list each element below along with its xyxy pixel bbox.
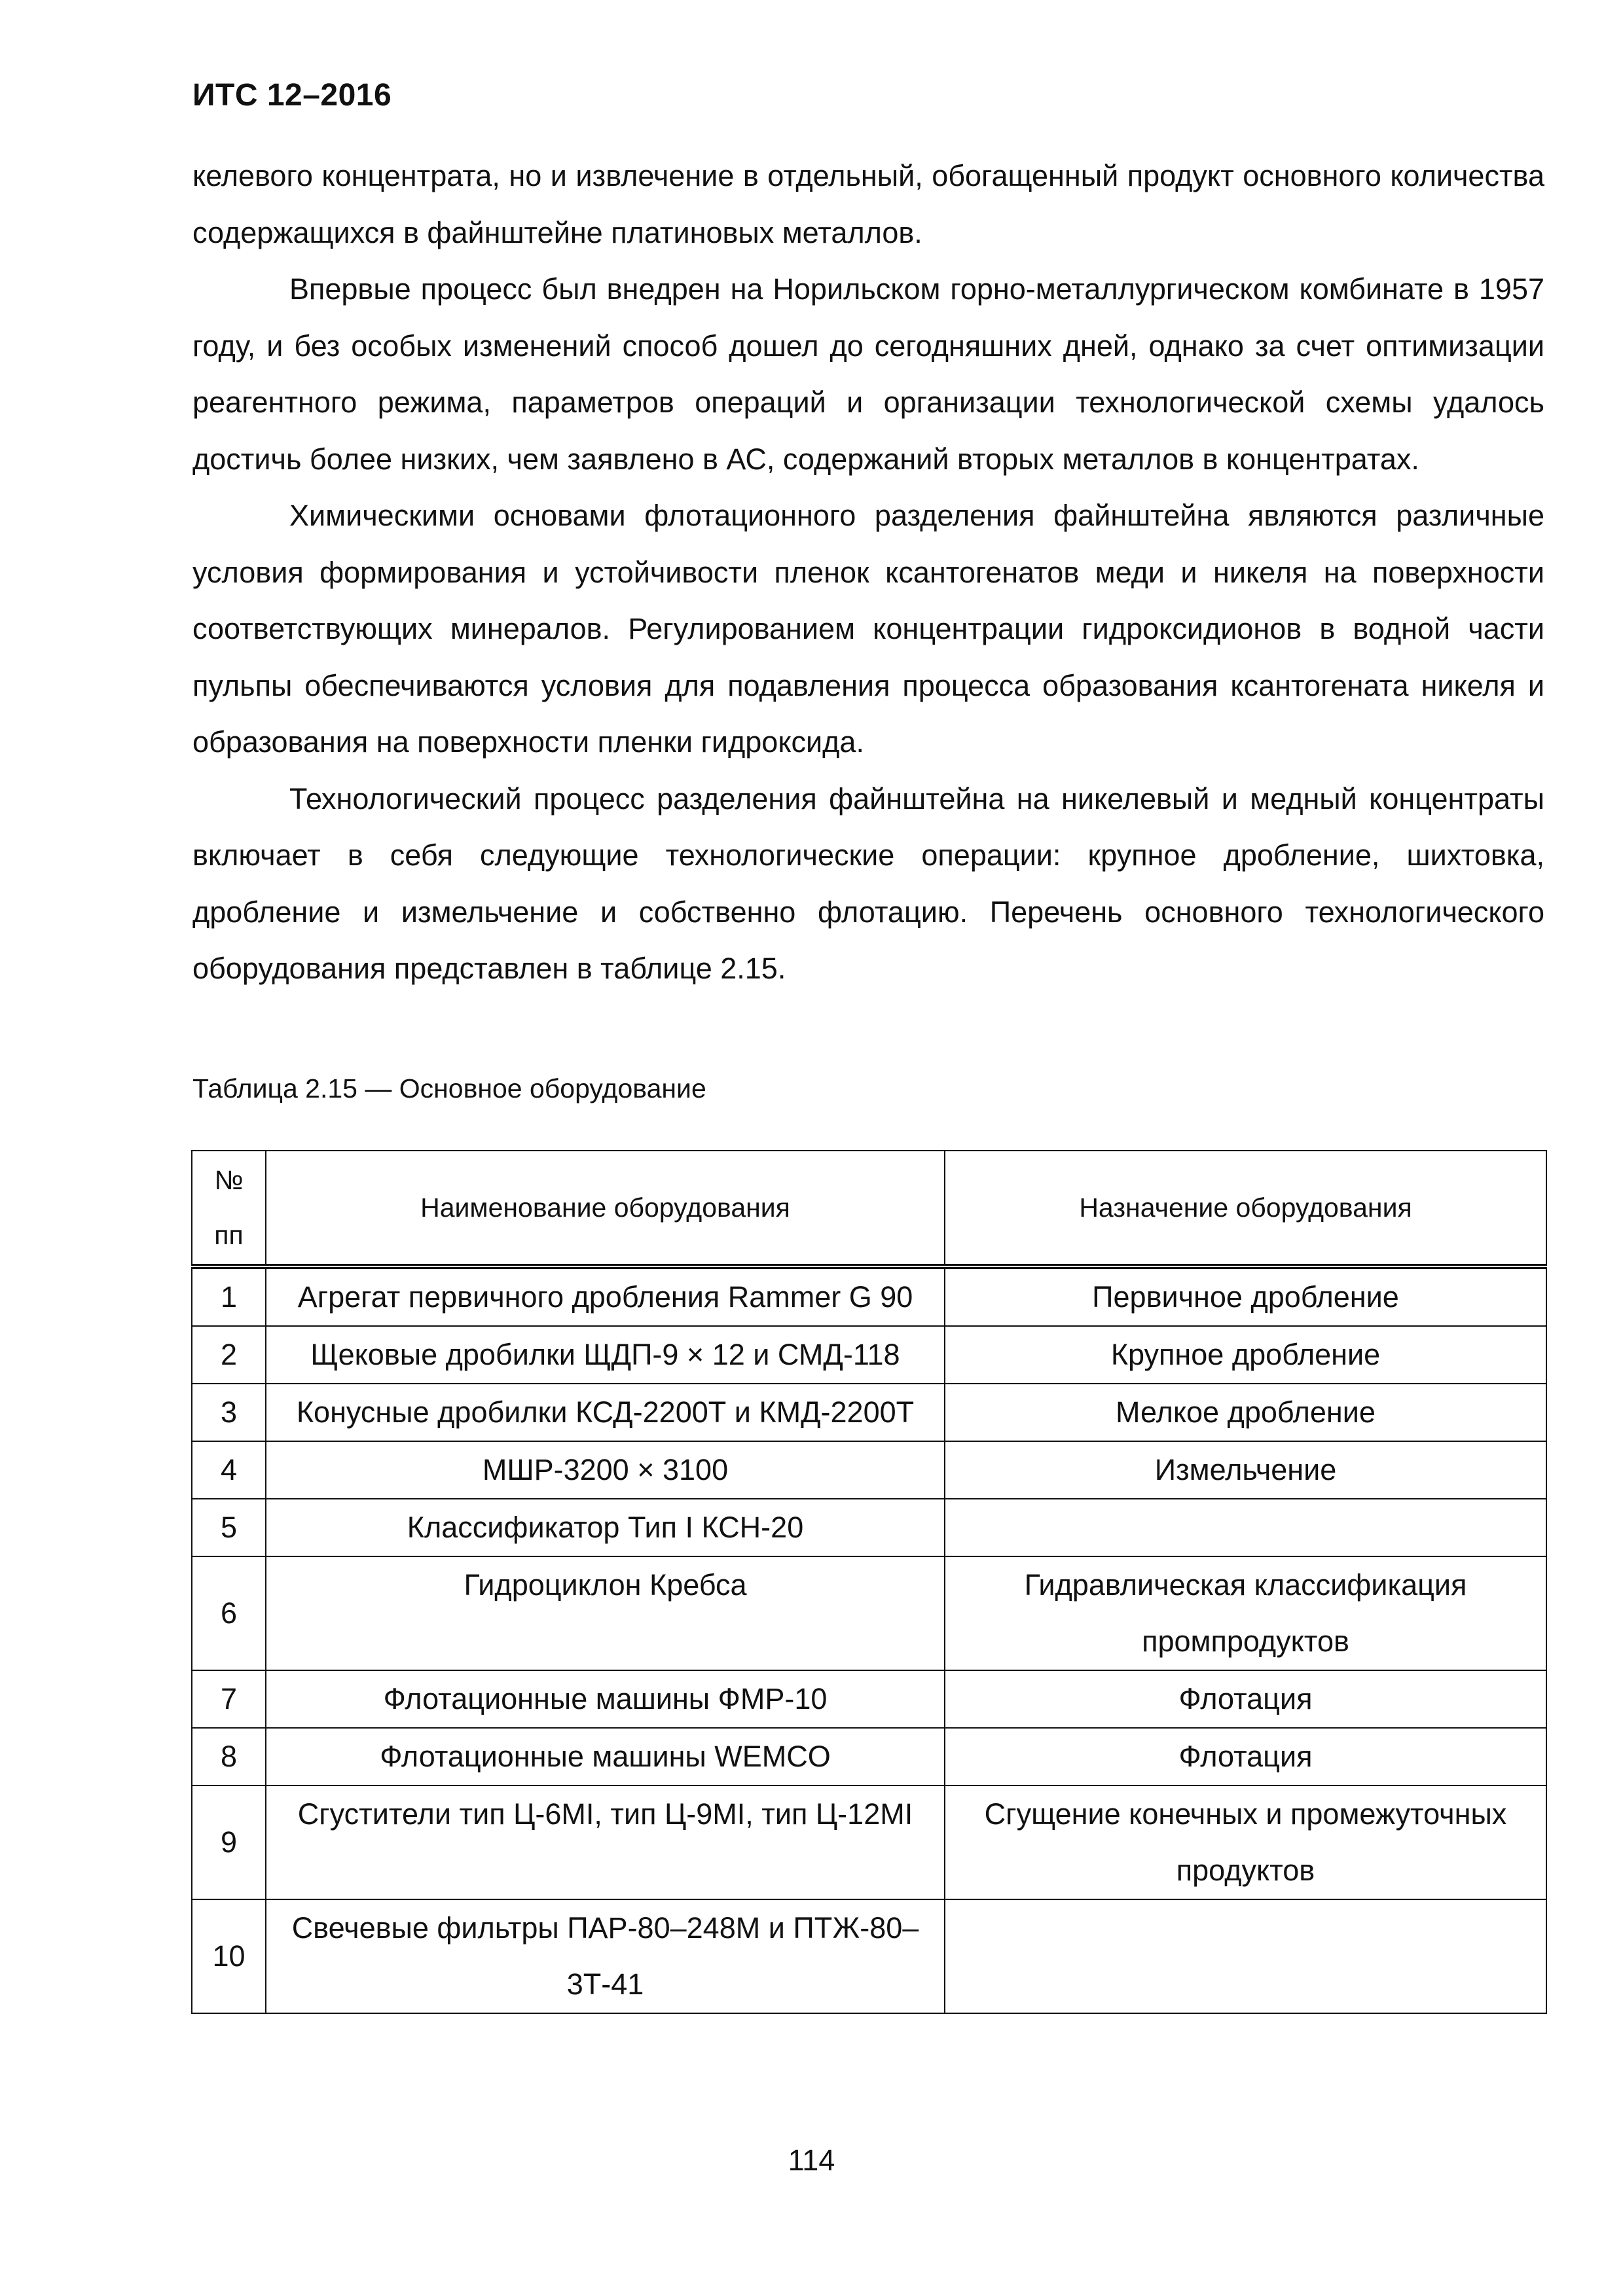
equipment-purpose-cell — [945, 1499, 1546, 1556]
equipment-name-cell: Флотационные машины WEMCO — [266, 1728, 945, 1785]
table-body — [192, 1266, 1546, 2013]
table-row — [192, 1728, 1546, 1785]
table-row — [192, 1899, 1546, 2013]
paragraph-4: Технологический процесс разделения файнштейна на никелевый и медный концентраты включает в себя следующие технологические операции: крупное дробление, шихтовка, дробление и измельчение и собственно флотацию. Перечень основного технологического оборудования представлен в таблице 2.15. — [192, 781, 1544, 985]
equipment-name-cell: Гидроциклон Кребса — [266, 1556, 945, 1670]
document-code-header: ИТС 12–2016 — [192, 78, 392, 113]
page-number: 114 — [788, 2144, 835, 2177]
header-number-line2: пп — [214, 1220, 244, 1250]
header-equipment-purpose: Назначение оборудования — [945, 1151, 1546, 1266]
equipment-purpose-cell: Флотация — [945, 1670, 1546, 1728]
row-number-cell: 10 — [192, 1899, 266, 2013]
table-row — [192, 1670, 1546, 1728]
table-caption: Таблица 2.15 — Основное оборудование — [192, 1073, 706, 1103]
equipment-name-cell: Классификатор Тип I КСН-20 — [266, 1499, 945, 1556]
table-header-row — [192, 1151, 1546, 1266]
paragraph-1: келевого концентрата, но и извлечение в отдельный, обогащенный продукт основного количества содержащихся в файнштейне платиновых металлов. — [192, 159, 1544, 249]
row-number-cell: 3 — [192, 1384, 266, 1441]
equipment-purpose-cell: Измельчение — [945, 1441, 1546, 1499]
row-number-cell: 8 — [192, 1728, 266, 1785]
table-row — [192, 1441, 1546, 1499]
equipment-name-cell: Флотационные машины ФМР-10 — [266, 1670, 945, 1728]
equipment-name-cell: Конусные дробилки КСД-2200Т и КМД-2200Т — [266, 1384, 945, 1441]
table-row — [192, 1266, 1546, 1326]
row-number-cell: 9 — [192, 1785, 266, 1899]
body-text — [192, 148, 1544, 997]
table-row — [192, 1556, 1546, 1670]
paragraph-2: Впервые процесс был внедрен на Норильском горно-металлургическом комбинате в 1957 году, и без особых изменений способ дошел до сегодняшних дней, однако за счет оптимизации реагентного режима, параметров операций и организации технологической схемы удалось достичь более низких, чем заявлено в АС, содержаний вторых металлов в концентратах. — [192, 272, 1544, 476]
row-number-cell: 5 — [192, 1499, 266, 1556]
equipment-table — [191, 1150, 1547, 2014]
table-row — [192, 1499, 1546, 1556]
table-row — [192, 1384, 1546, 1441]
header-equipment-name: Наименование оборудования — [266, 1151, 945, 1266]
table-row — [192, 1785, 1546, 1899]
row-number-cell: 7 — [192, 1670, 266, 1728]
equipment-purpose-cell — [945, 1899, 1546, 2013]
row-number-cell: 1 — [192, 1266, 266, 1326]
table-row — [192, 1326, 1546, 1384]
equipment-name-cell: Щековые дробилки ЩДП-9 × 12 и СМД-118 — [266, 1326, 945, 1384]
row-number-cell: 4 — [192, 1441, 266, 1499]
row-number-cell: 6 — [192, 1556, 266, 1670]
equipment-purpose-cell: Крупное дробление — [945, 1326, 1546, 1384]
paragraph-3: Химическими основами флотационного разделения файнштейна являются различные условия формирования и устойчивости пленок ксантогенатов меди и никеля на поверхности соответствующих минералов. Регулированием концентрации гидроксидионов в водной части пульпы обеспечиваются условия для подавления процесса образования ксантогената никеля и образования на поверхности пленки гидроксида. — [192, 499, 1544, 759]
equipment-purpose-cell: Флотация — [945, 1728, 1546, 1785]
equipment-purpose-cell: Гидравлическая классификация промпродуктов — [945, 1556, 1546, 1670]
equipment-name-cell: Агрегат первичного дробления Rammer G 90 — [266, 1266, 945, 1326]
equipment-purpose-cell: Мелкое дробление — [945, 1384, 1546, 1441]
header-number-line1: № — [214, 1165, 244, 1195]
header-number — [192, 1151, 266, 1266]
equipment-purpose-cell: Первичное дробление — [945, 1266, 1546, 1326]
equipment-name-cell: Свечевые фильтры ПАР-80–248М и ПТЖ-80–3Т-41 — [266, 1899, 945, 2013]
equipment-purpose-cell: Сгущение конечных и промежуточных продуктов — [945, 1785, 1546, 1899]
row-number-cell: 2 — [192, 1326, 266, 1384]
equipment-name-cell: Сгустители тип Ц-6MI, тип Ц-9MI, тип Ц-12MI — [266, 1785, 945, 1899]
equipment-name-cell: МШР-3200 × 3100 — [266, 1441, 945, 1499]
